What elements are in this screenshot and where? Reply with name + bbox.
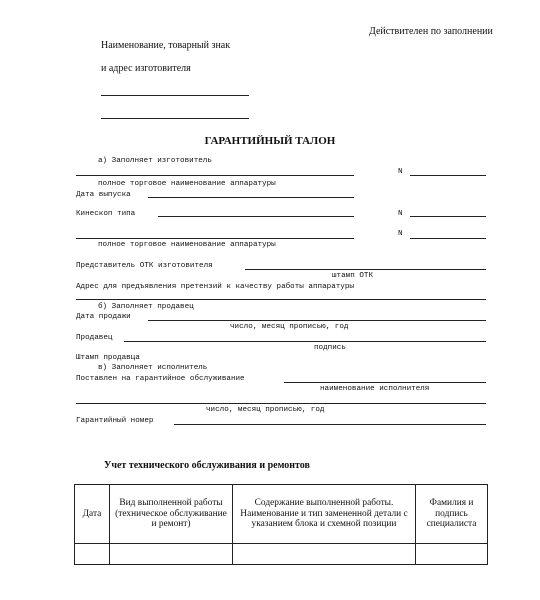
- otk-rep-line: [245, 269, 486, 270]
- executor-caption: наименование исполнителя: [320, 385, 430, 393]
- serial-no-label: N: [398, 168, 403, 176]
- table-cell[interactable]: [416, 544, 488, 565]
- device-name-caption: полное торговое наименование аппаратуры: [98, 180, 276, 188]
- table-header-row: [75, 485, 488, 544]
- page-title: ГАРАНТИЙНЫЙ ТАЛОН: [204, 135, 336, 147]
- release-date-label: Дата выпуска: [76, 191, 131, 199]
- col-work-type-header: Вид выполненной работы (техническое обслуживание и ремонт): [110, 485, 233, 544]
- manufacturer-label-1: Наименование, товарный знак: [101, 40, 231, 51]
- serial-no-line-2: [410, 238, 486, 239]
- kinescope-type-label: Кинескоп типа: [76, 210, 136, 218]
- otk-stamp-caption: штамп ОТК: [332, 272, 374, 280]
- table-cell[interactable]: [233, 544, 416, 565]
- device-name-caption-2: полное торговое наименование аппаратуры: [98, 241, 276, 249]
- serial-no-line: [410, 175, 486, 176]
- maintenance-title: Учет технического обслуживания и ремонтов: [104, 460, 310, 471]
- kinescope-no-line: [410, 216, 486, 217]
- section-b-heading: б) Заполняет продавец: [98, 303, 194, 311]
- table-cell[interactable]: [110, 544, 233, 565]
- col-work-content-header: Содержание выполненной работы. Наименование и тип замененной детали с указанием блока и схемной позиции: [233, 485, 416, 544]
- table-row: [75, 544, 488, 565]
- table-cell[interactable]: [75, 544, 110, 565]
- service-reg-line: [284, 382, 486, 383]
- kinescope-type-line: [158, 216, 354, 217]
- col-date-header: Дата: [75, 485, 110, 544]
- claims-address-line: [76, 299, 486, 300]
- sale-date-caption: число, месяц прописью, год: [230, 323, 349, 331]
- section-c-heading: в) Заполняет исполнитель: [98, 364, 208, 372]
- seller-label: Продавец: [76, 334, 113, 342]
- otk-rep-label: Представитель ОТК изготовителя: [76, 262, 213, 270]
- release-date-line: [148, 197, 354, 198]
- serial-no-label-2: N: [398, 230, 403, 238]
- executor-line-2: [76, 403, 486, 404]
- seller-stamp-label: Штамп продавца: [76, 354, 140, 362]
- section-a-heading: а) Заполняет изготовитель: [98, 157, 212, 165]
- sale-date-label: Дата продажи: [76, 313, 131, 321]
- reg-date-caption: число, месяц прописью, год: [206, 406, 325, 414]
- valid-note: Действителен по заполнении: [369, 26, 493, 37]
- sale-date-line: [148, 320, 486, 321]
- manufacturer-line-2: [101, 118, 249, 119]
- seller-signature-caption: подпись: [314, 344, 346, 352]
- device-name-line-2: [76, 238, 354, 239]
- service-reg-label: Поставлен на гарантийное обслуживание: [76, 375, 245, 383]
- manufacturer-label-2: и адрес изготовителя: [101, 63, 191, 74]
- col-specialist-header: Фамилия и подпись специалиста: [416, 485, 488, 544]
- manufacturer-line-1: [101, 95, 249, 96]
- warranty-number-line: [174, 424, 486, 425]
- claims-address-label: Адрес для предъявления претензий к качеству работы аппаратуры: [76, 283, 354, 291]
- maintenance-table: [74, 484, 488, 565]
- warranty-number-label: Гарантийный номер: [76, 417, 154, 425]
- kinescope-no-label: N: [398, 210, 403, 218]
- device-name-line: [76, 175, 354, 176]
- seller-line: [124, 341, 486, 342]
